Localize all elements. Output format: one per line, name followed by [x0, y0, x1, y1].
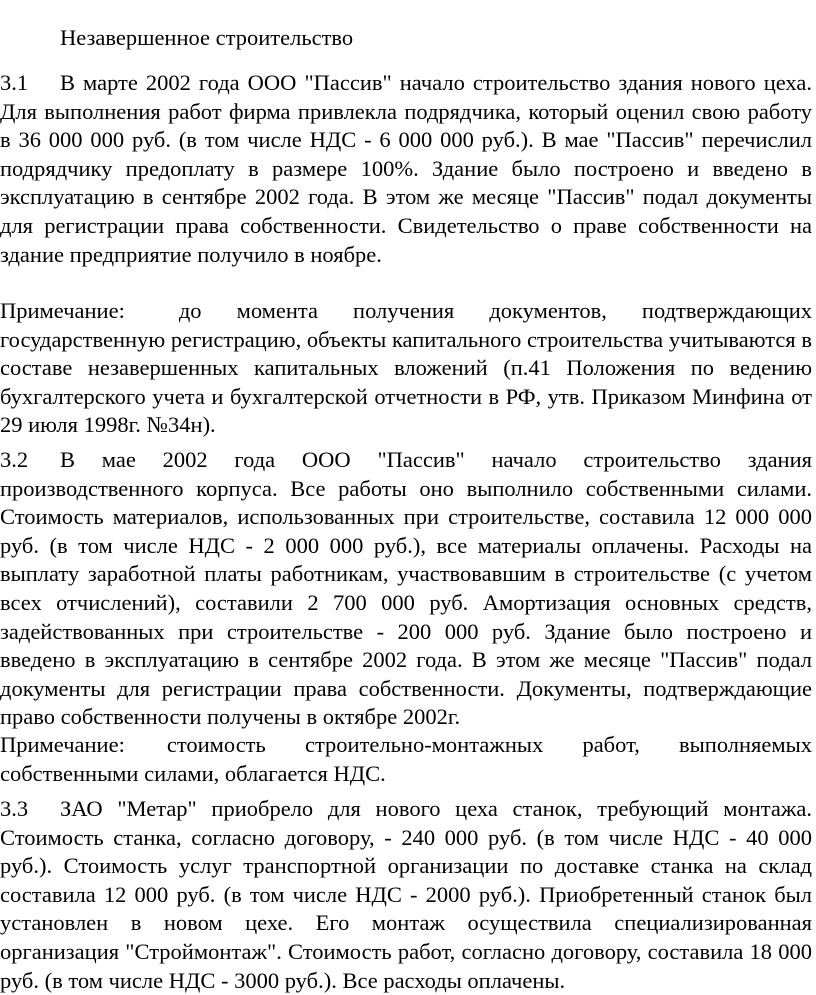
section-number: 3.3 [0, 796, 29, 821]
note-label: Примечание: [0, 298, 125, 323]
section-3-2 [0, 446, 812, 732]
note-text: стоимость строительно-монтажных работ, выполняемых собственными силами, облагается НДС. [0, 732, 812, 786]
section-text: ЗАО "Метар" приобрело для нового цеха станок, требующий монтажа. Стоимость станка, согласно договору, - 240 000 руб. (в том числе НДС - 40 000 руб.). Стоимость услуг транспортной организации по доставке станка на склад составила 12 000 руб. (в том числе НДС - 2000 руб.). Приобретенный станок был установлен в новом цехе. Его монтаж осуществила специализированная организация "Строймонтаж". Стоимость работ, согласно договору, составила 18 000 руб. (в том числе НДС - 3000 руб.). Все расходы оплачены. [0, 796, 812, 993]
section-3-3 [0, 795, 812, 995]
note-label: Примечание: [0, 732, 125, 757]
note-1 [0, 297, 812, 440]
section-number: 3.1 [0, 70, 29, 95]
document-title: Незавершенное строительство [60, 25, 354, 50]
section-3-1 [0, 69, 812, 269]
note-2 [0, 731, 812, 788]
section-number: 3.2 [0, 447, 29, 472]
section-text: В мае 2002 года ООО "Пассив" начало строительство здания производственного корпуса. Все работы оно выполнило собственными силами. Стоимость материалов, использованных при строительстве, составила 12 000 000 руб. (в том числе НДС - 2 000 000 руб.), все материалы оплачены. Расходы на выплату заработной платы работникам, участвовавшим в строительстве (с учетом всех отчислений), составили 2 700 000 руб. Амортизация основных средств, задействованных при строительстве - 200 000 руб. Здание было построено и введено в эксплуатацию в сентябре 2002 года. В этом же месяце "Пассив" подал документы для регистрации права собственности. Документы, подтверждающие право собственности получены в октябре 2002г. [0, 447, 812, 730]
section-text: В марте 2002 года ООО "Пассив" начало строительство здания нового цеха. Для выполнения работ фирма привлекла подрядчика, который оценил свою работу в 36 000 000 руб. (в том числе НДС - 6 000 000 руб.). В мае "Пассив" перечислил подрядчику предоплату в размере 100%. Здание было построено и введено в эксплуатацию в сентябре 2002 года. В этом же месяце "Пассив" подал документы для регистрации права собственности. Свидетельство о праве собственности на здание предприятие получило в ноябре. [0, 70, 812, 267]
note-text: до момента получения документов, подтверждающих государственную регистрацию, объекты капитального строительства учитываются в составе незавершенных капитальных вложений (п.41 Положения по ведению бухгалтерского учета и бухгалтерской отчетности в РФ, утв. Приказом Минфина от 29 июля 1998г. №34н). [0, 298, 812, 438]
